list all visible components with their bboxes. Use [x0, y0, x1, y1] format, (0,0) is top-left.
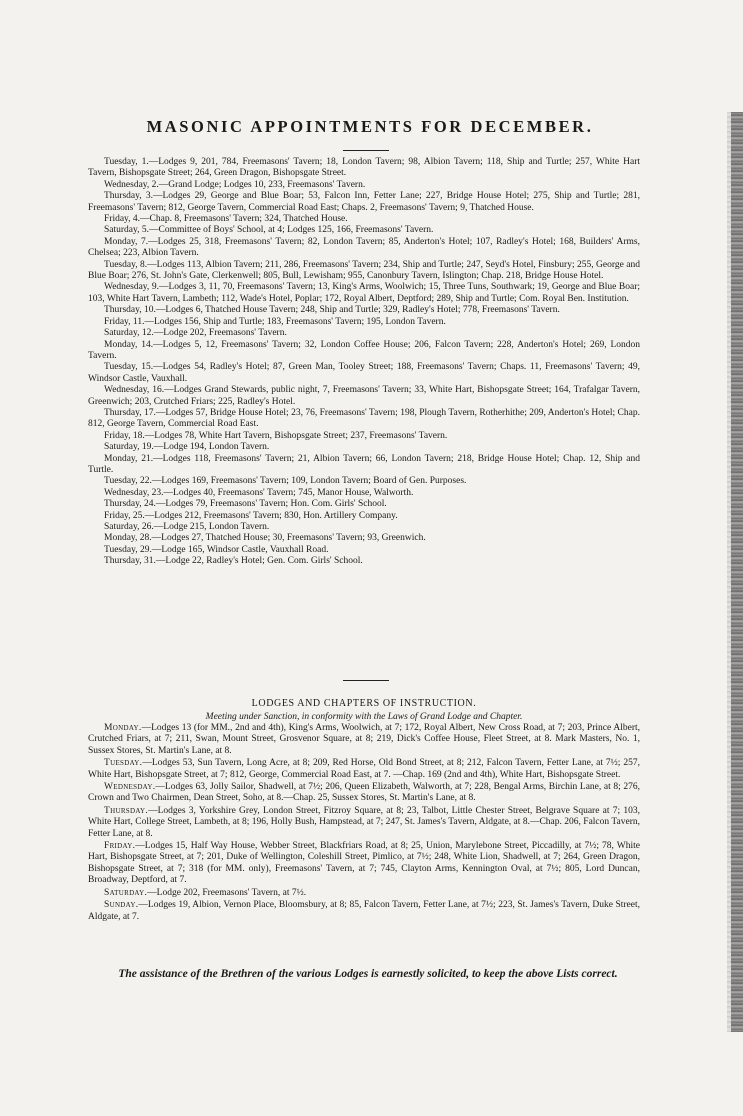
instruction-entry — [88, 888, 640, 899]
appointment-entry: Tuesday, 1.—Lodges 9, 201, 784, Freemasons' Tavern; 18, London Tavern; 98, Albion Tavern; 118, Ship and Turtle; 257, White Hart Tavern, Bishopsgate Street; 264, Green Dragon, Bishopsgate Street. — [88, 157, 640, 179]
instruction-text: —Lodge 202, Freemasons' Tavern, at 7½. — [147, 887, 307, 898]
appointment-entry: Monday, 21.—Lodges 118, Freemasons' Tavern; 21, Albion Tavern; 66, London Tavern; 218, Bridge House Hotel; Chap. 12, Ship and Turtle. — [88, 453, 640, 475]
appointment-entry: Monday, 7.—Lodges 25, 318, Freemasons' Tavern; 82, London Tavern; 85, Anderton's Hotel; 107, Radley's Hotel; 168, Builders' Arms, Chelsea; 223, Albion Tavern. — [88, 236, 640, 259]
appointment-entry: Tuesday, 22.—Lodges 169, Freemasons' Tavern; 109, London Tavern; Board of Gen. Purposes. — [104, 476, 467, 487]
appointment-entry: Thursday, 3.—Lodges 29, George and Blue Boar; 53, Falcon Inn, Fetter Lane; 227, Bridge House Hotel; 275, Ship and Turtle; 281, Freemasons' Tavern; 812, George Tavern, Commercial Road East; Chaps. 2, Freemasons' Tavern; 9, Thatched House. — [88, 191, 640, 213]
footer-notice: The assistance of the Brethren of the various Lodges is earnestly solicited, to keep the above Lists correct. — [118, 968, 618, 980]
page-title: MASONIC APPOINTMENTS FOR DECEMBER. — [146, 117, 594, 136]
instruction-subheading: Meeting under Sanction, in conformity with the Laws of Grand Lodge and Chapter. — [205, 712, 523, 722]
appointment-entry: Friday, 18.—Lodges 78, White Hart Tavern, Bishopsgate Street; 237, Freemasons' Tavern. — [104, 430, 448, 441]
appointment-entry: Monday, 28.—Lodges 27, Thatched House; 30, Freemasons' Tavern; 93, Greenwich. — [104, 533, 426, 544]
appointment-entry: Wednesday, 23.—Lodges 40, Freemasons' Tavern; 745, Manor House, Walworth. — [104, 487, 414, 498]
appointment-entry: Monday, 14.—Lodges 5, 12, Freemasons' Tavern; 32, London Coffee House; 206, Falcon Tavern; 228, Anderton's Hotel; 269, London Tavern. — [88, 339, 640, 361]
instruction-day: Monday. — [104, 723, 142, 733]
instruction-heading: LODGES AND CHAPTERS OF INSTRUCTION. — [251, 698, 477, 709]
instruction-day: Tuesday. — [104, 758, 143, 769]
appointment-entry: Tuesday, 29.—Lodge 165, Windsor Castle, Vauxhall Road. — [104, 544, 329, 555]
appointment-entry: Tuesday, 8.—Lodges 113, Albion Tavern; 211, 286, Freemasons' Tavern; 234, Ship and Turtle; 247, Seyd's Hotel, Finsbury; 255, George and Blue Boar; 276, St. John's Gate, Clerkenwell; 805, Bull, Lewisham; 955, Canonbury Tavern, Islington; Chap. 218, Bridge House Hotel. — [88, 259, 640, 282]
appointment-entry: Saturday, 5.—Committee of Boys' School, at 4; Lodges 125, 166, Freemasons' Tavern. — [104, 225, 434, 236]
instruction-text: —Lodges 15, Half Way House, Webber Street, Blackfriars Road, at 8; 25, Union, Marylebone Street, Piccadilly, at 7½; 78, White Hart, Bishopsgate Street, at 7; 201, Duke of Wellington, Coleshill Street, Pimlico, at 7½; 248, White Lion, Shadwell, at 7; 264, Green Dragon, Bishopsgate Street, at 7; 318 (for MM. only), Freemasons' Tavern, at 7; 745, Clayton Arms, Kennington Oval, at 7½; 805, Lord Duncan, Broadway, Deptford, at 7. — [88, 841, 640, 886]
appointment-entry: Wednesday, 9.—Lodges 3, 11, 70, Freemasons' Tavern; 13, King's Arms, Woolwich; 15, Three Tuns, Southwark; 19, George and Blue Boar; 103, White Hart Tavern, Lambeth; 112, Wade's Hotel, Poplar; 172, Royal Albert, Deptford; 289, Ship and Turtle; Com. Royal Ben. Institution. — [88, 282, 640, 304]
instruction-text: —Lodges 19, Albion, Vernon Place, Bloomsbury, at 8; 85, Falcon Tavern, Fetter Lane, at 7½; 223, St. James's Tavern, Duke Street, Aldgate, at 7. — [88, 900, 640, 922]
appointment-entry: Wednesday, 16.—Lodges Grand Stewards, public night, 7, Freemasons' Tavern; 33, White Hart, Bishopsgate Street; 164, Trafalgar Tavern, Greenwich; 203, Crutched Friars; 225, Radley's Hotel. — [88, 385, 640, 407]
instruction-entry — [88, 900, 640, 923]
title-rule — [343, 150, 389, 151]
appointment-entry: Thursday, 24.—Lodges 79, Freemasons' Tavern; Hon. Com. Girls' School. — [104, 499, 387, 510]
appointment-entry: Friday, 11.—Lodges 156, Ship and Turtle; 183, Freemasons' Tavern; 195, London Tavern. — [104, 316, 446, 327]
appointment-entry: Thursday, 31.—Lodge 22, Radley's Hotel; Gen. Com. Girls' School. — [104, 556, 363, 567]
appointment-entry: Saturday, 12.—Lodge 202, Freemasons' Tavern. — [104, 328, 287, 339]
instruction-day: Friday. — [104, 841, 136, 852]
appointments-list — [88, 157, 640, 568]
instruction-entry — [88, 841, 640, 887]
instruction-text: —Lodges 13 (for MM., 2nd and 4th), King's Arms, Woolwich, at 7; 172, Royal Albert, New Cross Road, at 7; 203, Prince Albert, Crutched Friars, at 7; 211, Swan, Mount Street, Grosvenor Square, at 8; 219, Dick's Coffee House, Fleet Street, at 8. Mark Masters, No. 1, Sussex Stores, St. Martin's Lane, at 8. — [88, 723, 640, 756]
appointment-entry: Saturday, 19.—Lodge 194, London Tavern. — [104, 442, 270, 453]
scan-edge-highlight — [727, 112, 731, 1032]
appointment-entry: Friday, 4.—Chap. 8, Freemasons' Tavern; 324, Thatched House. — [104, 214, 348, 225]
instruction-day: Sunday. — [104, 900, 139, 911]
appointment-entry: Thursday, 10.—Lodges 6, Thatched House Tavern; 248, Ship and Turtle; 329, Radley's Hotel; 778, Freemasons' Tavern. — [104, 305, 560, 316]
section-rule — [343, 680, 389, 681]
scan-edge-shadow — [731, 112, 743, 1032]
appointment-entry: Friday, 25.—Lodges 212, Freemasons' Tavern; 830, Hon. Artillery Company. — [104, 510, 398, 521]
instruction-day: Saturday. — [104, 887, 148, 898]
instruction-list — [88, 723, 640, 924]
instruction-entry — [88, 806, 640, 840]
instruction-text: —Lodges 3, Yorkshire Grey, London Street, Fitzroy Square, at 8; 23, Talbot, Little Chester Street, Belgrave Square at 7; 103, White Hart, College Street, Lambeth, at 8; 196, Holly Bush, Hampstead, at 7; 247, St. James's Tavern, Aldgate, at 8.—Chap. 206, Falcon Tavern, Fetter Lane, at 8. — [88, 805, 640, 839]
instruction-text: —Lodges 63, Jolly Sailor, Shadwell, at 7½; 206, Queen Elizabeth, Walworth, at 7; 228, Bengal Arms, Birchin Lane, at 8; 276, Crown and Two Chairmen, Dean Street, Soho, at 8.—Chap. 25, Sussex Stores, St. Martin's Lane, at 8. — [88, 782, 640, 804]
instruction-day: Wednesday. — [104, 782, 156, 793]
instruction-entry — [88, 723, 640, 757]
instruction-entry — [88, 758, 640, 781]
instruction-text: —Lodges 53, Sun Tavern, Long Acre, at 8; 209, Red Horse, Old Bond Street, at 8; 212, Falcon Tavern, Fetter Lane, at 7½; 257, White Hart, Bishopsgate Street, at 7; 812, George, Commercial Road East, at 7. —Chap. 169 (2nd and 4th), White Hart, Bishopsgate Street. — [88, 758, 640, 780]
instruction-entry — [88, 782, 640, 805]
appointment-entry: Tuesday, 15.—Lodges 54, Radley's Hotel; 87, Green Man, Tooley Street; 188, Freemasons' Tavern; Chaps. 11, Freemasons' Tavern; 49, Windsor Castle, Vauxhall. — [88, 362, 640, 384]
appointment-entry: Saturday, 26.—Lodge 215, London Tavern. — [104, 522, 270, 532]
appointment-entry: Wednesday, 2.—Grand Lodge; Lodges 10, 233, Freemasons' Tavern. — [104, 179, 366, 190]
instruction-day: Thursday. — [104, 805, 149, 816]
appointment-entry: Thursday, 17.—Lodges 57, Bridge House Hotel; 23, 76, Freemasons' Tavern; 198, Plough Tavern, Rotherhithe; 209, Anderton's Hotel; Chap. 812, George Tavern, Commercial Road East. — [88, 407, 640, 430]
